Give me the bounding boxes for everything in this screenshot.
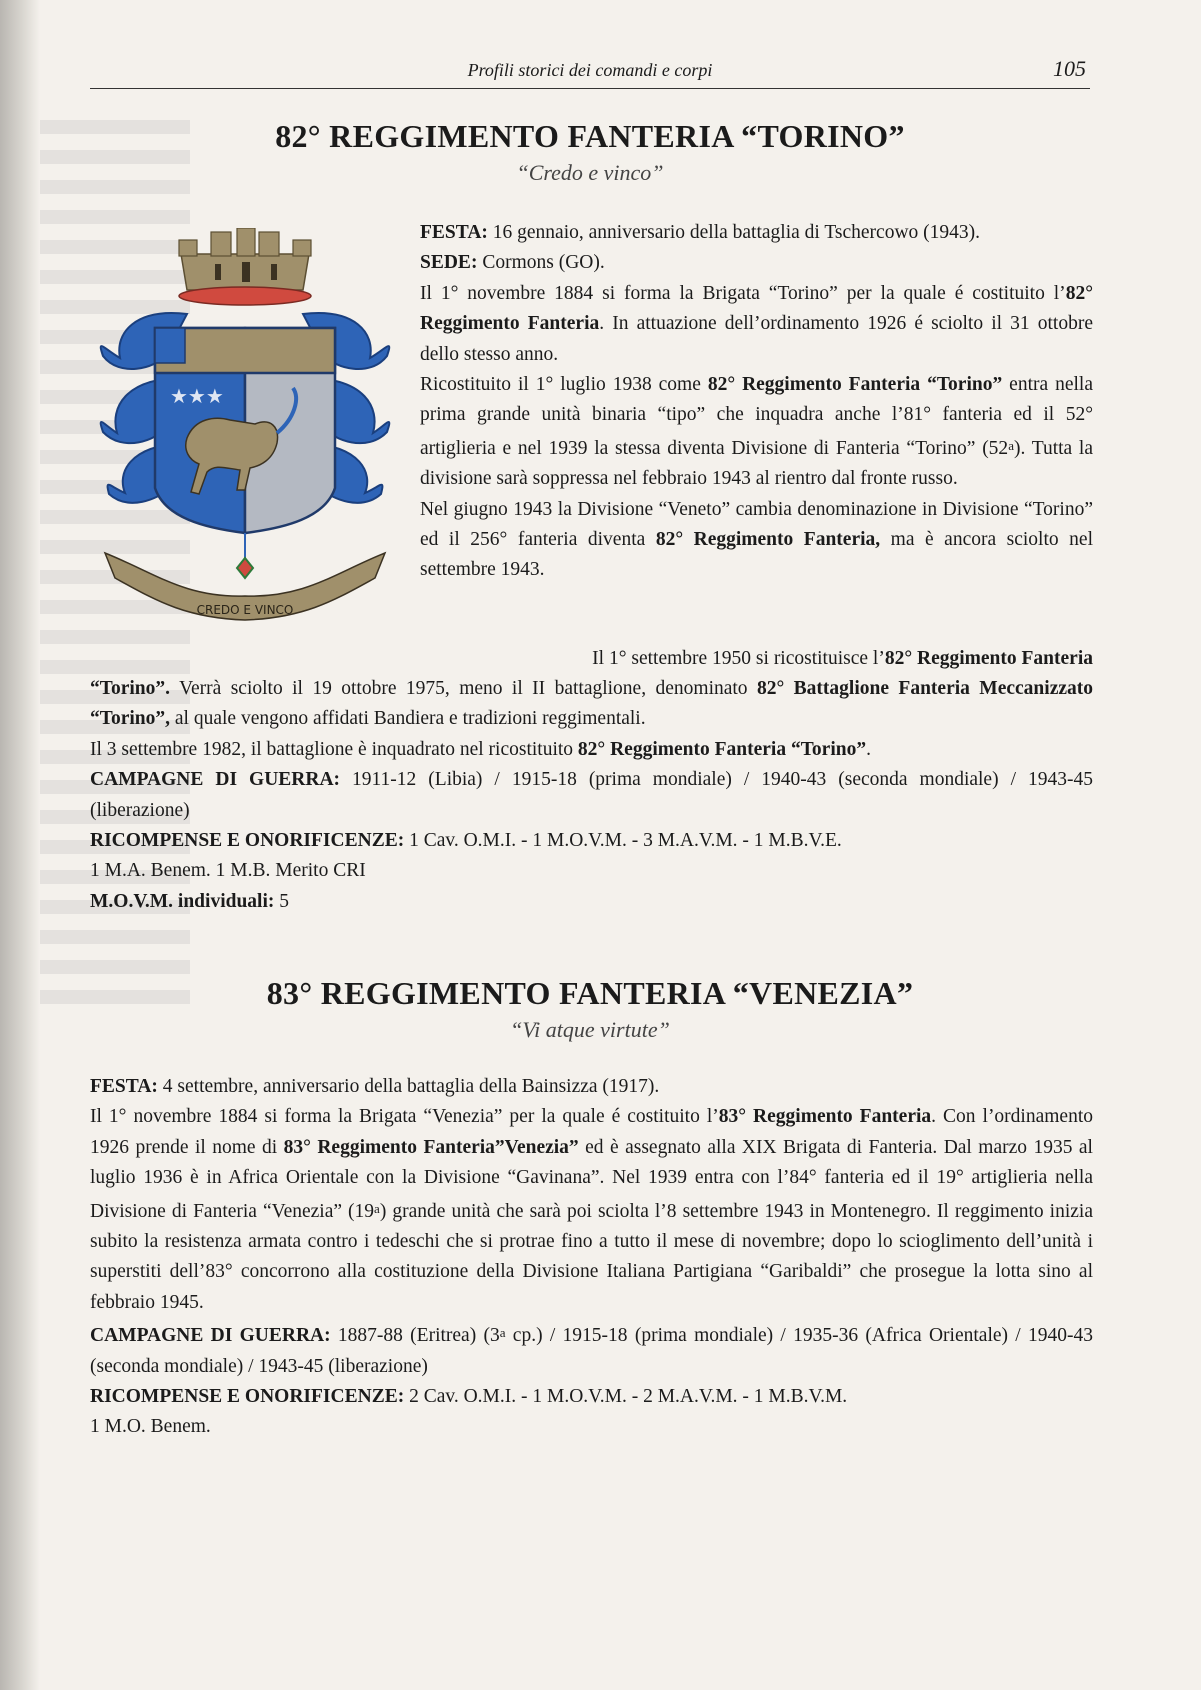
- svg-text:★★★: ★★★: [170, 384, 224, 408]
- motto-82: “Credo e vinco”: [516, 160, 664, 185]
- motto-83: “Vi atque virtute”: [510, 1017, 670, 1042]
- festa-sede-82: FESTA: 16 gennaio, anniversario della battaglia di Tschercowo (1943). SEDE: Cormons (GO). Il 1° novembre 1884 si forma la Brigata “Torino” per la quale é costituito l’82° Reggimento Fanteria. In attuazione dell’ordinamento 1926 é sciolto il 31 ottobre dello stesso anno. Ricostituito il 1° luglio 1938 come 82° Reggimento Fanteria “Torino” entra nella prima grande unità binaria “tipo” che inquadra anche l’81° fanteria ed il 52° artiglieria e nel 1939 la stessa diventa Divisione di Fanteria “Torino” (52$^a$). Tutta la divisione sarà soppressa nel febbraio 1943 al rientro dal fronte russo. Nel giugno 1943 la Divisione “Veneto” cambia denominazione in Divisione “Torino” ed il 256° fanteria diventa 82° Reggimento Fanteria, ma è ancora sciolto nel settembre 1943.: [420, 222, 1093, 581]
- page-binding-shadow: [0, 0, 40, 1690]
- coat-of-arms-82: [95, 228, 395, 648]
- cross-pendant-icon: [237, 558, 253, 578]
- body-83: FESTA: 4 settembre, anniversario della battaglia della Bainsizza (1917). Il 1° novembre 1884 si forma la Brigata “Venezia” per la quale é costituito l’83° Reggimento Fanteria. Con l’ordinamento 1926 prende il nome di 83° Reggimento Fanteria”Venezia” ed è assegnato alla XIX Brigata di Fanteria. Dal marzo 1935 al luglio 1936 è in Africa Orientale con la Divisione “Gavinana”. Nel 1939 entra con l’84° fanteria ed il 19° artiglieria nella Divisione di Fanteria “Venezia” (19$^a$) grande unità che sarà poi sciolta l’8 settembre 1943 in Montenegro. Il reggimento inizia subito la resistenza armata contro i tedeschi che si protrae fino a tutto il mese di novembre; dopo lo scioglimento dell’unità i superstiti dell’83° concorrono alla costituzione della Divisione Italiana Partigiana “Garibaldi” che prosegue la lotta sino al febbraio 1945. CAMPAGNE DI GUERRA: 1887-88 (Eritrea) (3$^a$ cp.) / 1915-18 (prima mondiale) / 1935-36 (Africa Orientale) / 1940-43 (seconda mondiale) / 1943-45 (liberazione) RICOMPENSE E ONORIFICENZE: 2 Cav. O.M.I. - 1 M.O.V.M. - 2 M.A.V.M. - 1 M.B.V.M. 1 M.O. Benem.: [90, 1076, 1093, 1438]
- body-82: “Torino”. Verrà sciolto il 19 ottobre 1975, meno il II battaglione, denominato 82° Battaglione Fanteria Meccanizzato “Torino”, al quale vengono affidati Bandiera e tradizioni reggimentali. Il 3 settembre 1982, il battaglione è inquadrato nel ricostituito 82° Reggimento Fanteria “Torino”. CAMPAGNE DI GUERRA: 1911-12 (Libia) / 1915-18 (prima mondiale) / 1940-43 (seconda mondiale) / 1943-45 (liberazione) RICOMPENSE E ONORIFICENZE: 1 Cav. O.M.I. - 1 M.O.V.M. - 3 M.A.V.M. - 1 M.B.V.E. 1 M.A. Benem. 1 M.B. Merito CRI M.O.V.M. individuali: 5: [90, 678, 1093, 912]
- running-header: [90, 52, 1090, 89]
- section-title-82: 82° REGGIMENTO FANTERIA “TORINO”: [275, 118, 905, 154]
- running-title: Profili storici dei comandi e corpi: [467, 60, 713, 80]
- section-title-83: 83° REGGIMENTO FANTERIA “VENEZIA”: [266, 975, 914, 1011]
- scroll-text: CREDO E VINCO: [196, 603, 294, 617]
- mural-crown-icon: [179, 228, 311, 305]
- p4-start-82: Il 1° settembre 1950 si ricostituisce l’82° Reggimento Fanteria: [592, 648, 1093, 669]
- page-number: 105: [1053, 56, 1086, 81]
